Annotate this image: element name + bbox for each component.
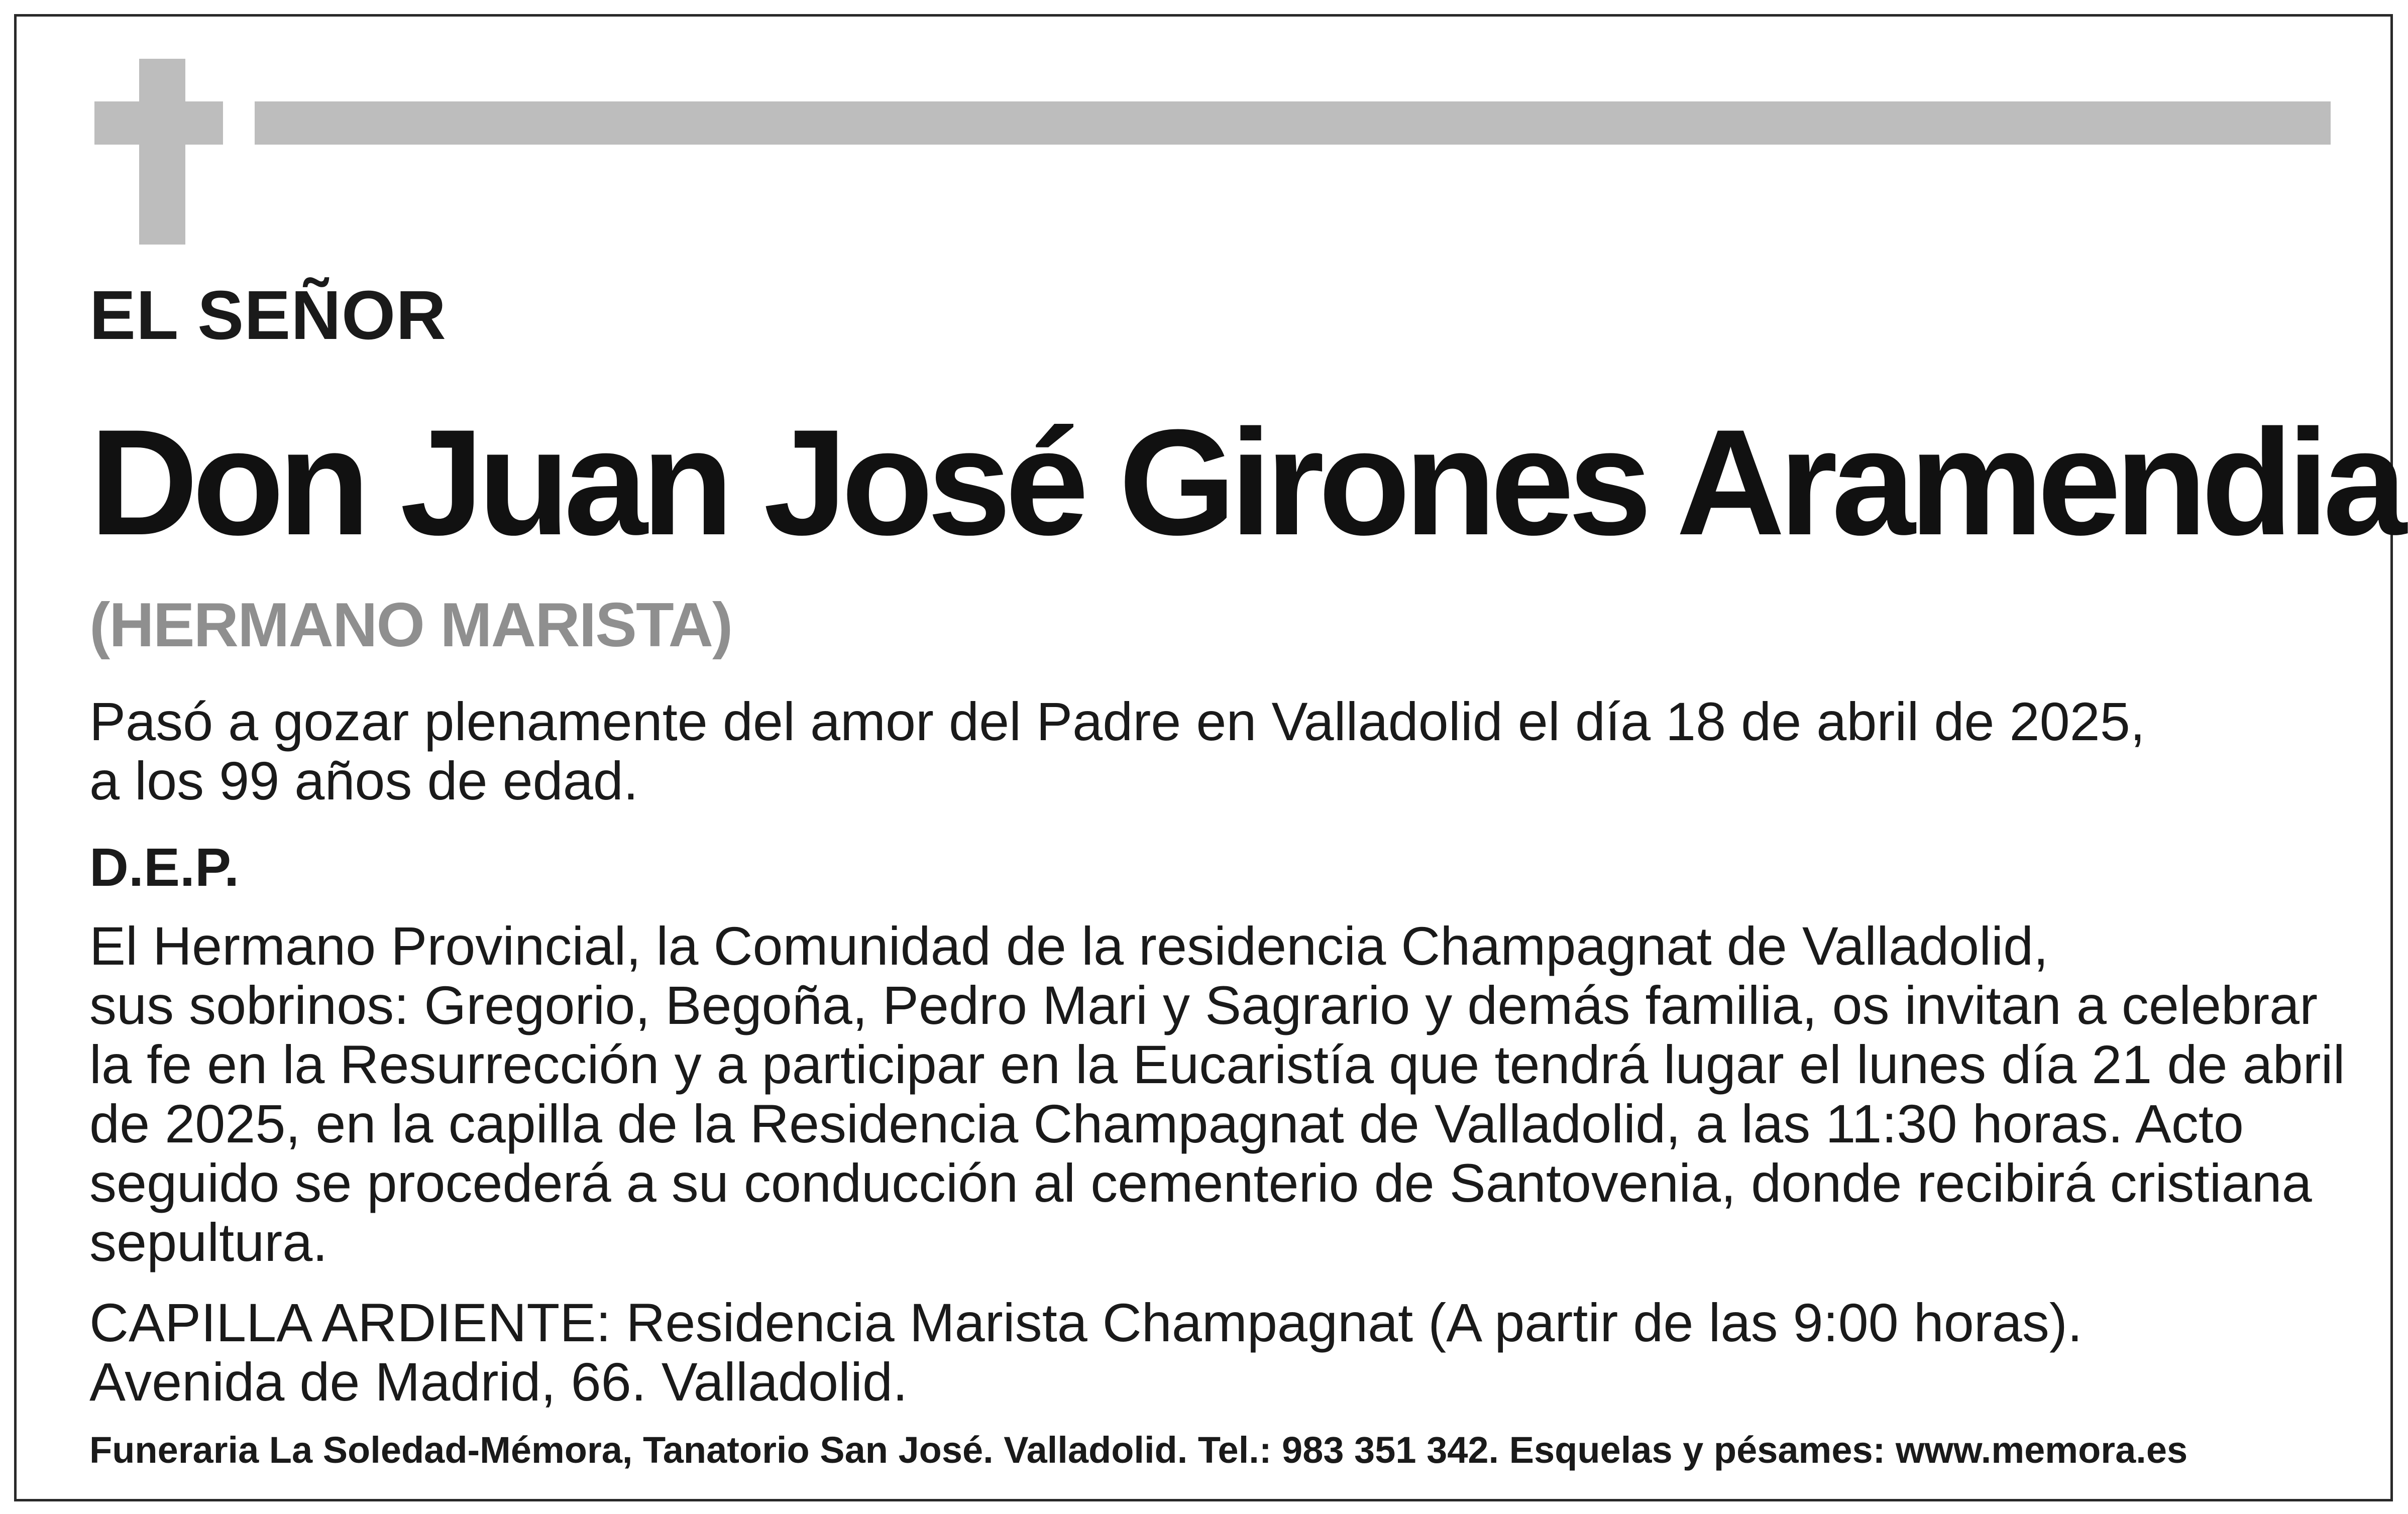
invitation-line: sus sobrinos: Gregorio, Begoña, Pedro Mari y Sagrario y demás familia, os invitan a celebrar	[89, 975, 2318, 1035]
invitation-line: El Hermano Provincial, la Comunidad de la residencia Champagnat de Valladolid,	[89, 915, 2049, 976]
chapel-line: Avenida de Madrid, 66. Valladolid.	[89, 1351, 908, 1412]
invitation-line: seguido se procederá a su conducción al cementerio de Santovenia, donde recibirá cristiana	[89, 1152, 2312, 1213]
invitation	[89, 916, 2345, 1272]
announcement-line: Pasó a gozar plenamente del amor del Padre en Valladolid el día 18 de abril de 2025,	[89, 691, 2145, 752]
announcement	[89, 692, 2145, 810]
chapel-line: CAPILLA ARDIENTE: Residencia Marista Champagnat (A partir de las 9:00 horas).	[89, 1292, 2083, 1353]
salutation: EL SEÑOR	[89, 277, 447, 354]
cross-icon	[139, 59, 185, 245]
invitation-line: sepultura.	[89, 1212, 328, 1272]
invitation-line: de 2025, en la capilla de la Residencia Champagnat de Valladolid, a las 11:30 horas. Acto	[89, 1093, 2244, 1154]
funeral-home-footer: Funeraria La Soledad-Mémora, Tanatorio San José. Valladolid. Tel.: 983 351 342. Esquelas y pésames: www.memora.es	[89, 1429, 2188, 1471]
announcement-line: a los 99 años de edad.	[89, 750, 638, 811]
dep-label: D.E.P.	[89, 837, 240, 897]
deceased-name: Don Juan José Girones Aramendia	[89, 398, 2401, 566]
cross-icon-arm	[94, 101, 223, 145]
header-rule	[255, 101, 2331, 145]
invitation-line: la fe en la Resurrección y a participar en la Eucaristía que tendrá lugar el lunes día 21 de abril	[89, 1034, 2345, 1095]
deceased-title: (HERMANO MARISTA)	[89, 591, 732, 660]
chapel-info	[89, 1293, 2083, 1412]
